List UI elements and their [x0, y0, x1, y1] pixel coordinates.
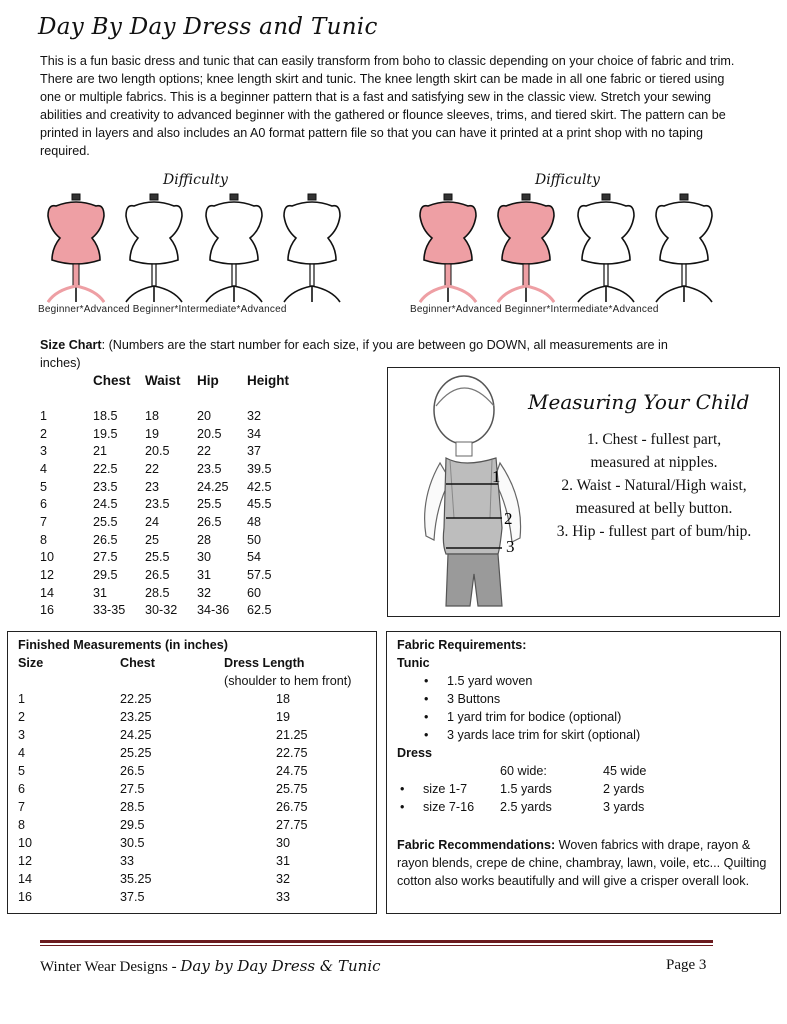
table-cell: 1.5 yards — [500, 782, 552, 796]
dress-form-row — [410, 186, 740, 306]
marker-hip: 3 — [506, 537, 515, 556]
table-cell: 35.25 — [120, 872, 152, 886]
table-cell: 50 — [247, 532, 262, 547]
table-row — [40, 425, 307, 443]
table-cell: 19.5 — [93, 426, 118, 441]
dress-length-subheader: (shoulder to hem front) — [224, 674, 352, 688]
table-cell: 25.5 — [93, 514, 118, 529]
table-cell: 33 — [120, 854, 135, 868]
table-cell: 24 — [145, 514, 160, 529]
page-number: Page 3 — [666, 957, 707, 973]
table-cell: 18 — [276, 692, 291, 706]
table-cell: 3 — [18, 728, 26, 742]
list-item: • 3 Buttons — [447, 692, 500, 706]
table-cell: 24.25 — [120, 728, 152, 742]
table-cell: 22.25 — [120, 692, 152, 706]
table-cell: 22 — [197, 444, 212, 459]
table-cell: 30 — [197, 550, 212, 565]
table-cell: 7 — [40, 514, 48, 529]
footer-rule — [40, 945, 713, 946]
difficulty-title: Difficulty — [535, 172, 600, 188]
column-header: Size — [18, 656, 44, 670]
table-cell: 6 — [40, 497, 48, 512]
table-cell: 31 — [93, 585, 108, 600]
table-cell: 25.5 — [145, 550, 170, 565]
difficulty-graphic-right — [410, 172, 740, 322]
table-cell: 28.5 — [120, 800, 145, 814]
table-cell: 45.5 — [247, 497, 272, 512]
fabric-requirements-panel — [386, 631, 781, 914]
table-cell: 31 — [276, 854, 291, 868]
measuring-title: Measuring Your Child — [528, 390, 750, 414]
dress-form-icon — [498, 194, 554, 302]
table-cell: 34 — [247, 426, 262, 441]
dress-label: Dress — [397, 746, 433, 760]
intro-paragraph: This is a fun basic dress and tunic that can easily transform from boho to classic depending on your choice of fabric and trim. There are two length options; knee length skirt and tunic. The knee length skirt can be made in all one fabric or tiered using one or multiple fabrics. This is a beginner pattern that is a fast and satisfying sew in the classic view. Stretch your sewing abilities and creativity to advanced beginner with the gathered or flounce sleeves, trims, and tiered skirt. The pattern can be printed in layers and also includes an A0 format pattern file so that you can have it printed at a print shop with no taping required. — [40, 54, 735, 158]
page-title: Day By Day Dress and Tunic — [38, 14, 378, 40]
table-cell: 37 — [247, 444, 262, 459]
measuring-instructions — [534, 428, 774, 543]
table-cell: 12 — [40, 568, 55, 583]
fabric-heading: Fabric Requirements: — [397, 638, 527, 652]
table-cell: 25.75 — [276, 782, 308, 796]
table-cell: 14 — [18, 872, 33, 886]
table-row — [40, 407, 307, 425]
table-cell: 20 — [197, 408, 212, 423]
child-figure-illustration — [406, 368, 536, 616]
column-header — [40, 370, 93, 390]
table-cell: 23.5 — [93, 479, 118, 494]
table-header-row — [40, 370, 307, 390]
instruction-line: measured at nipples. — [590, 454, 718, 471]
table-row — [40, 531, 307, 549]
table-cell: 32 — [276, 872, 291, 886]
column-header: Chest — [120, 656, 155, 670]
list-item: • 3 yards lace trim for skirt (optional) — [447, 728, 640, 742]
column-header: Dress Length — [224, 656, 305, 670]
table-cell: 24.5 — [93, 497, 118, 512]
table-cell: 25 — [145, 532, 160, 547]
instruction-line: 2. Waist - Natural/High waist, — [561, 477, 747, 494]
column-header: Hip — [197, 372, 219, 388]
recommendations-text: Woven fabrics with drape, rayon & rayon blends, crepe de chine, chambray, lawn, voile, etc... Quilting cotton also works beautifully and will give a crisper overall look. — [397, 838, 767, 888]
table-cell: 16 — [18, 890, 33, 904]
table-cell: 3 yards — [603, 800, 645, 814]
table-cell: 2 — [40, 426, 48, 441]
dress-form-icon — [578, 194, 634, 302]
table-cell: 24.75 — [276, 764, 308, 778]
table-cell: 25.25 — [120, 746, 152, 760]
table-cell: 5 — [18, 764, 26, 778]
table-cell: 28.5 — [145, 585, 170, 600]
dress-form-icon — [126, 194, 182, 302]
size-chart-note: : (Numbers are the start number for each size, if you are between go DOWN, all measurements are in inches) — [40, 338, 668, 370]
table-cell: 2 yards — [603, 782, 645, 796]
table-cell: 22 — [145, 461, 160, 476]
table-cell: 26.5 — [145, 568, 170, 583]
fabric-recommendations — [397, 836, 775, 890]
dress-form-icon — [656, 194, 712, 302]
table-cell: 1 — [40, 408, 48, 423]
table-cell: 26.5 — [120, 764, 145, 778]
recommendations-label: Fabric Recommendations: — [397, 838, 556, 852]
table-cell: 26.5 — [197, 514, 222, 529]
difficulty-graphic-left — [38, 172, 368, 322]
table-cell: 30.5 — [120, 836, 145, 850]
table-cell: 24.25 — [197, 479, 229, 494]
table-row — [40, 460, 307, 478]
table-cell: 3 — [40, 444, 48, 459]
table-cell: 30 — [276, 836, 291, 850]
table-cell: 26.5 — [93, 532, 118, 547]
dress-form-row — [38, 186, 368, 306]
table-cell: 54 — [247, 550, 262, 565]
table-cell: 27.75 — [276, 818, 308, 832]
list-item: • 1.5 yard woven — [447, 674, 532, 688]
table-cell: 48 — [247, 514, 262, 529]
list-item: • size 1-7 — [423, 782, 467, 796]
table-cell: 20.5 — [197, 426, 222, 441]
table-cell: 37.5 — [120, 890, 145, 904]
table-cell: 31 — [197, 568, 212, 583]
table-row — [40, 602, 307, 620]
table-cell: 18 — [145, 408, 160, 423]
list-item: • size 7-16 — [423, 800, 474, 814]
table-cell: 29.5 — [120, 818, 145, 832]
dress-form-icon — [420, 194, 476, 302]
table-cell: 23.25 — [120, 710, 152, 724]
table-cell: 28 — [197, 532, 212, 547]
table-cell: 12 — [18, 854, 33, 868]
table-row — [40, 584, 307, 602]
table-cell: 10 — [18, 836, 33, 850]
table-cell: 57.5 — [247, 568, 272, 583]
list-item: • 1 yard trim for bodice (optional) — [447, 710, 621, 724]
table-cell: 18.5 — [93, 408, 118, 423]
table-cell: 23.5 — [197, 461, 222, 476]
table-cell: 62.5 — [247, 603, 272, 618]
marker-chest: 1 — [492, 467, 501, 486]
table-cell: 20.5 — [145, 444, 170, 459]
column-header: Waist — [145, 372, 181, 388]
table-cell: 33 — [276, 890, 291, 904]
column-header: Chest — [93, 372, 131, 388]
table-cell: 1 — [18, 692, 26, 706]
size-chart-table — [40, 370, 307, 619]
table-cell: 33-35 — [93, 603, 126, 618]
measuring-your-child-box — [387, 367, 780, 617]
instruction-line: measured at belly button. — [575, 500, 733, 517]
difficulty-levels: Beginner*Advanced Beginner*Intermediate*Advanced — [410, 304, 659, 315]
table-cell: 29.5 — [93, 568, 118, 583]
difficulty-levels: Beginner*Advanced Beginner*Intermediate*Advanced — [38, 304, 287, 315]
table-cell: 23 — [145, 479, 160, 494]
dress-form-icon — [206, 194, 262, 302]
table-cell: 4 — [18, 746, 26, 760]
finished-measurements-panel — [7, 631, 377, 914]
table-cell: 27.5 — [120, 782, 145, 796]
table-cell: 21 — [93, 444, 108, 459]
column-header: 45 wide — [603, 764, 647, 778]
table-cell: 7 — [18, 800, 26, 814]
dress-form-icon — [284, 194, 340, 302]
table-cell: 25.5 — [197, 497, 222, 512]
table-cell: 32 — [197, 585, 212, 600]
table-cell: 22.75 — [276, 746, 308, 760]
table-cell: 8 — [18, 818, 26, 832]
table-row — [40, 549, 307, 567]
table-row — [40, 495, 307, 513]
column-header: Height — [247, 372, 289, 388]
size-chart-label: Size Chart — [40, 338, 102, 352]
table-cell: 32 — [247, 408, 262, 423]
tunic-label: Tunic — [397, 656, 430, 670]
finished-heading: Finished Measurements (in inches) — [18, 638, 228, 652]
table-cell: 6 — [18, 782, 26, 796]
instruction-line: 1. Chest - fullest part, — [586, 431, 722, 448]
dress-form-icon — [48, 194, 104, 302]
table-row — [40, 566, 307, 584]
table-cell: 42.5 — [247, 479, 272, 494]
table-cell: 60 — [247, 585, 262, 600]
table-cell: 19 — [276, 710, 291, 724]
table-cell: 39.5 — [247, 461, 272, 476]
table-cell: 21.25 — [276, 728, 308, 742]
table-row — [40, 442, 307, 460]
table-cell: 26.75 — [276, 800, 308, 814]
table-cell: 2 — [18, 710, 26, 724]
table-cell: 2.5 yards — [500, 800, 552, 814]
instruction-line: 3. Hip - fullest part of bum/hip. — [556, 523, 752, 540]
table-row — [40, 513, 307, 531]
table-cell: 4 — [40, 461, 48, 476]
table-cell: 5 — [40, 479, 48, 494]
table-cell: 22.5 — [93, 461, 118, 476]
footer-brand-text: Winter Wear Designs - — [40, 959, 181, 975]
table-cell: 30-32 — [145, 603, 178, 618]
marker-waist: 2 — [504, 509, 513, 528]
table-cell: 8 — [40, 532, 48, 547]
difficulty-title: Difficulty — [163, 172, 228, 188]
footer-brand — [40, 957, 381, 976]
footer-rule — [40, 940, 713, 943]
table-cell: 23.5 — [145, 497, 170, 512]
table-cell: 34-36 — [197, 603, 230, 618]
table-cell: 10 — [40, 550, 55, 565]
column-header: 60 wide: — [500, 764, 547, 778]
table-cell: 19 — [145, 426, 160, 441]
table-cell: 27.5 — [93, 550, 118, 565]
table-row — [40, 478, 307, 496]
table-cell: 16 — [40, 603, 55, 618]
footer-pattern-name: Day by Day Dress & Tunic — [180, 957, 381, 975]
table-cell: 14 — [40, 585, 55, 600]
